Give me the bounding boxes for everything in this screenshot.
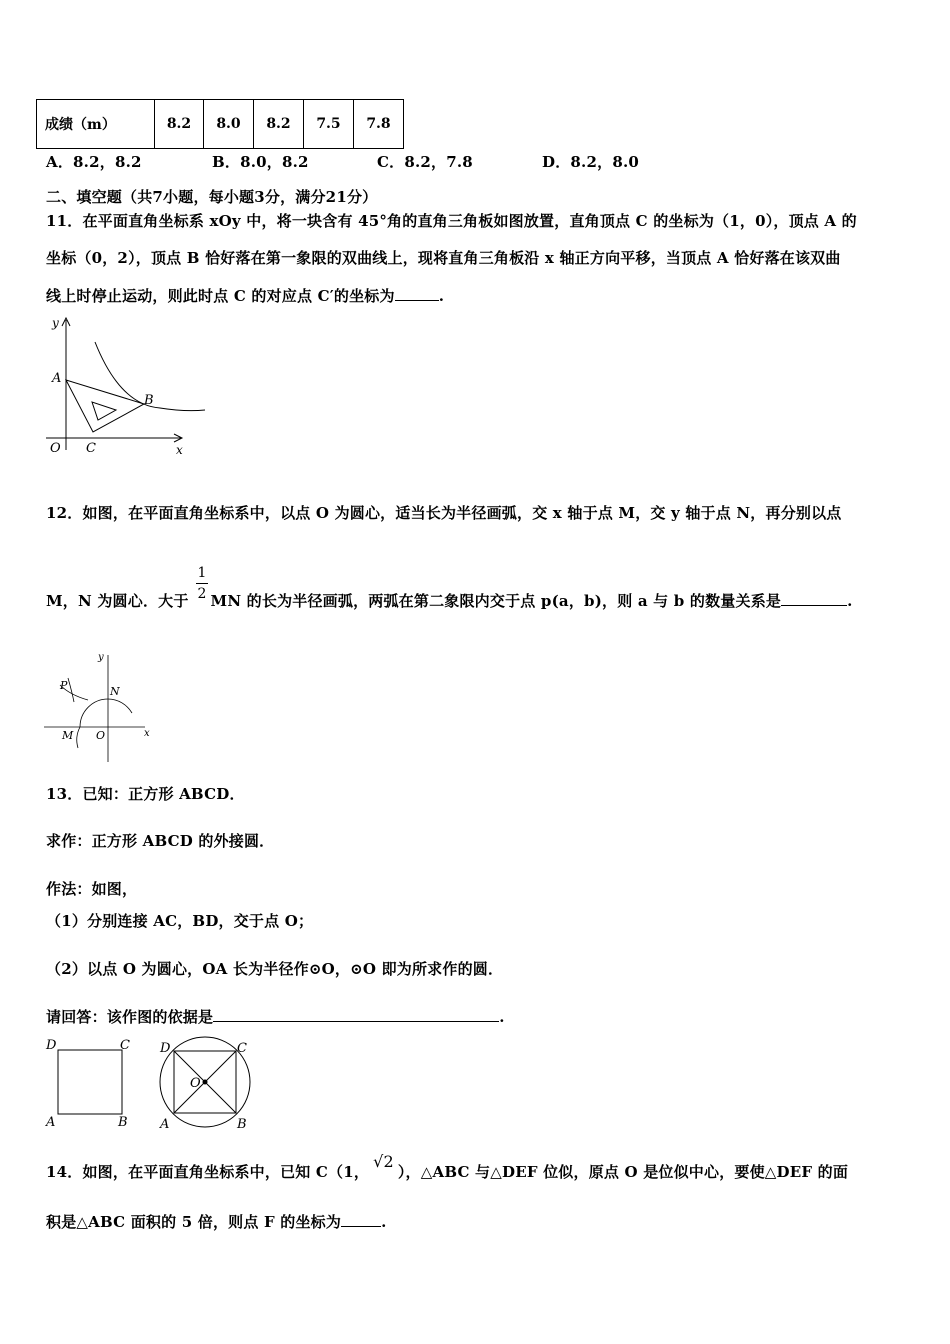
q13-line2: 求作：正方形 ABCD 的外接圆． bbox=[46, 832, 275, 850]
table-cell: 7.8 bbox=[354, 100, 404, 149]
q13-circle-figure bbox=[155, 1034, 260, 1134]
label-p: P bbox=[60, 679, 68, 692]
q11-line1: 11．在平面直角坐标系 xOy 中，将一块含有 45°角的直角三角板如图放置，直角顶点 C 的坐标为（1，0），顶点 A 的 bbox=[46, 212, 857, 230]
label-y: y bbox=[98, 652, 104, 663]
label-a: A bbox=[52, 371, 62, 386]
q12-line2: M，N 为圆心．大于 MN 的长为半径画弧，两弧在第二象限内交于点 p(a，b)，则 a 与 b 的数量关系是 . bbox=[46, 592, 853, 610]
q13-line3: 作法：如图， bbox=[46, 880, 138, 898]
arc-main-ext bbox=[108, 699, 132, 713]
label-o: O bbox=[50, 441, 61, 456]
q13-line5: （2）以点 O 为圆心，OA 长为半径作⊙O，⊙O 即为所求作的圆． bbox=[46, 960, 504, 978]
fraction-bar bbox=[196, 583, 208, 584]
option-a: A．8.2，8.2 bbox=[46, 153, 142, 171]
fraction-numerator: 1 bbox=[197, 565, 207, 581]
answer-blank[interactable] bbox=[781, 604, 847, 606]
label-b: B bbox=[237, 1117, 247, 1132]
answer-blank[interactable] bbox=[213, 1020, 499, 1022]
q12-line1: 12．如图，在平面直角坐标系中，以点 O 为圆心，适当长为半径画弧，交 x 轴于点 M，交 y 轴于点 N，再分别以点 bbox=[46, 504, 842, 522]
label-d: D bbox=[46, 1038, 57, 1053]
option-b: B．8.0，8.2 bbox=[212, 153, 309, 171]
q11-line2: 坐标（0，2），顶点 B 恰好落在第一象限的双曲线上，现将直角三角板沿 x 轴正方向平移，当顶点 A 恰好落在该双曲 bbox=[46, 249, 841, 267]
label-b: B bbox=[118, 1115, 128, 1130]
q14-line1: 14．如图，在平面直角坐标系中，已知 C（1，√2），△ABC 与△DEF 位似，原点 O 是位似中心，要使△DEF 的面 bbox=[46, 1152, 849, 1181]
q13-line1: 13．已知：正方形 ABCD． bbox=[46, 785, 245, 803]
label-m: M bbox=[62, 729, 74, 742]
label-x: x bbox=[176, 443, 183, 457]
answer-blank[interactable] bbox=[395, 299, 439, 301]
label-o: O bbox=[190, 1076, 201, 1091]
answer-blank[interactable] bbox=[341, 1225, 381, 1227]
q13-square-figure bbox=[44, 1034, 139, 1129]
table-cell: 8.2 bbox=[155, 100, 204, 149]
table-cell: 7.5 bbox=[304, 100, 354, 149]
option-d: D．8.2，8.0 bbox=[542, 153, 640, 171]
option-c: C．8.2，7.8 bbox=[377, 153, 473, 171]
fraction-half bbox=[196, 565, 208, 602]
label-d: D bbox=[160, 1041, 171, 1056]
label-a: A bbox=[46, 1115, 56, 1130]
score-table bbox=[36, 99, 404, 149]
table-cell: 8.0 bbox=[204, 100, 254, 149]
label-c: C bbox=[120, 1038, 130, 1053]
q13-line4: （1）分别连接 AC，BD，交于点 O； bbox=[46, 912, 314, 930]
q14-line2: 积是△ABC 面积的 5 倍，则点 F 的坐标为 . bbox=[46, 1213, 387, 1231]
arc-from-m bbox=[68, 678, 74, 702]
label-c: C bbox=[86, 441, 96, 456]
q13-line6: 请回答：该作图的依据是 . bbox=[46, 1008, 505, 1026]
table-header-cell: 成绩（m） bbox=[37, 100, 155, 149]
sqrt-two: √2 bbox=[373, 1152, 394, 1171]
label-n: N bbox=[110, 685, 120, 698]
label-a: A bbox=[160, 1117, 170, 1132]
center-point bbox=[203, 1080, 208, 1085]
table-row bbox=[37, 100, 404, 149]
label-c: C bbox=[237, 1041, 247, 1056]
arc-main-low bbox=[77, 727, 80, 748]
q11-figure bbox=[40, 310, 215, 460]
q12-figure bbox=[40, 650, 160, 765]
q11-line3: 线上时停止运动，则此时点 C 的对应点 C′的坐标为 . bbox=[46, 287, 445, 305]
fraction-denominator: 2 bbox=[197, 586, 207, 602]
table-cell: 8.2 bbox=[254, 100, 304, 149]
arc-main bbox=[80, 699, 108, 727]
label-b: B bbox=[144, 393, 154, 408]
label-y: y bbox=[52, 316, 59, 330]
triangle-inner bbox=[92, 402, 116, 420]
section-heading: 二、填空题（共7小题，每小题3分，满分21分） bbox=[46, 188, 378, 206]
square-abcd bbox=[58, 1050, 122, 1114]
label-o: O bbox=[96, 729, 106, 742]
label-x: x bbox=[144, 728, 150, 739]
